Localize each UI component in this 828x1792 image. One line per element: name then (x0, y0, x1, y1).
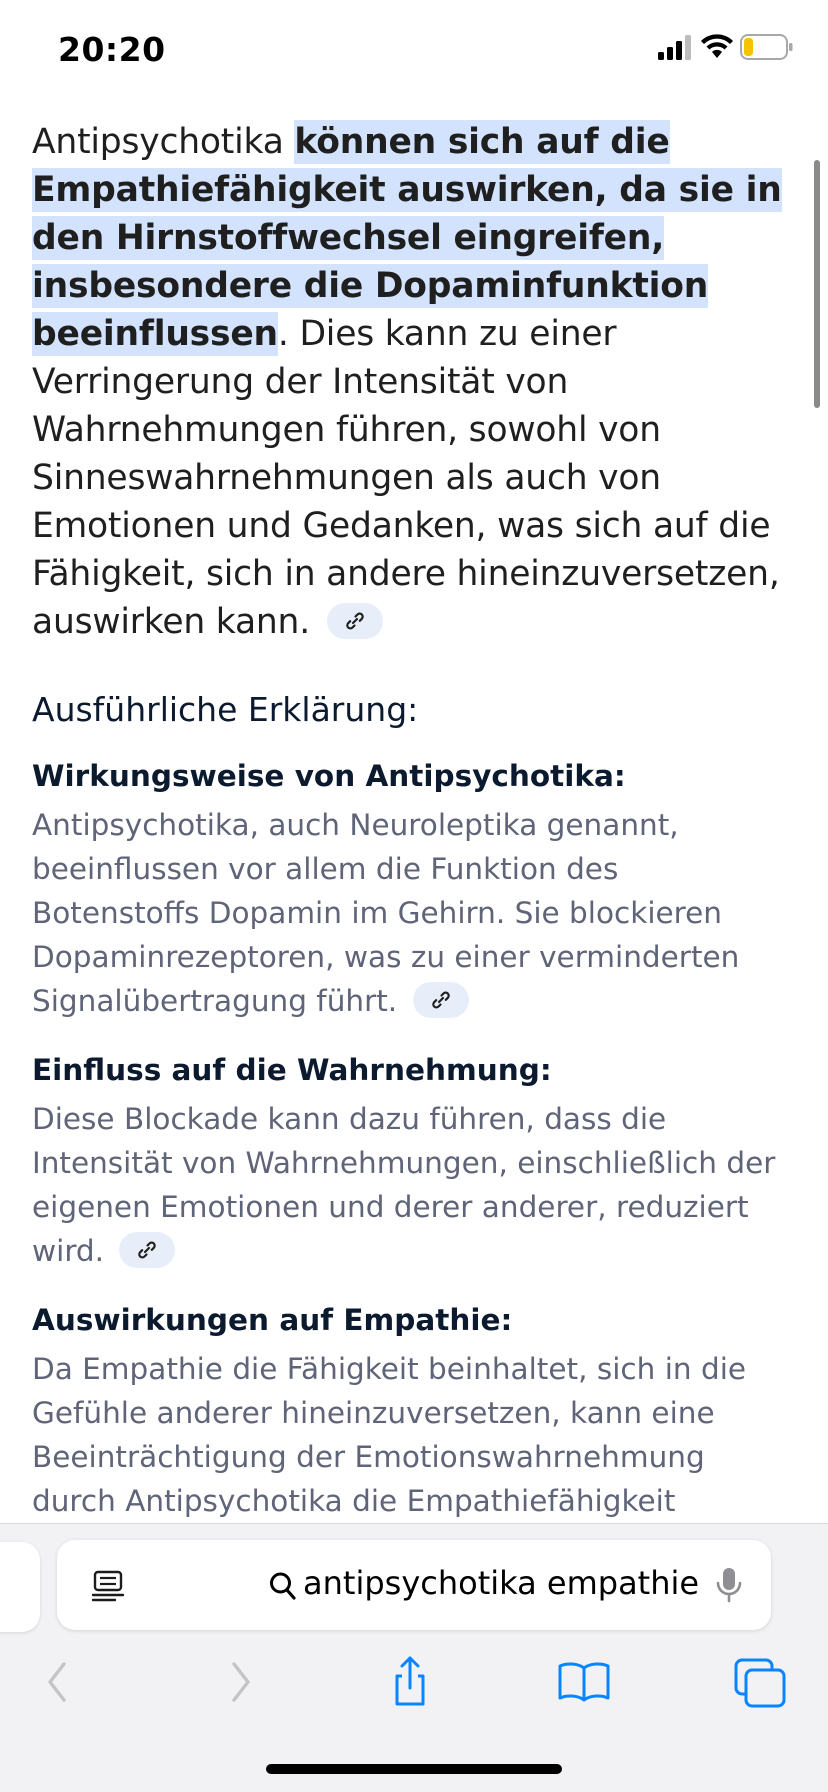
section-body (32, 1097, 792, 1273)
previous-tab-card[interactable] (0, 1542, 40, 1632)
wifi-icon (700, 32, 734, 60)
forward-icon (208, 1652, 268, 1712)
section-body-text: Antipsychotika, auch Neuroleptika genannt, beeinflussen vor allem die Funktion des Botenstoffs Dopamin im Gehirn. Sie blockieren Dopaminrezeptoren, was zu einer verminderten Signalübertragung führt. (32, 808, 740, 1018)
bookmarks-button[interactable] (554, 1652, 614, 1712)
tabs-button[interactable] (730, 1652, 790, 1712)
section-title: Einfluss auf die Wahrnehmung: (32, 1053, 552, 1087)
article-content (32, 118, 792, 1523)
lead-text-end: . Dies kann zu einer Verringerung der Intensität von Wahrnehmungen führen, sowohl von Sinneswahrnehmungen als auch von Emotionen und Gedanken, was sich auf die Fähigkeit, sich in andere hineinzuversetzen, auswirken kann. (32, 314, 780, 642)
section-body (32, 803, 792, 1023)
source-link-chip[interactable] (413, 982, 469, 1018)
source-link-chip[interactable] (327, 603, 383, 639)
address-bar[interactable] (57, 1540, 771, 1630)
section-heading: Ausführliche Erklärung: (32, 690, 419, 729)
source-link-chip[interactable] (119, 1232, 175, 1268)
link-icon (431, 991, 451, 1009)
section-perception (32, 1053, 792, 1273)
bookmarks-icon (554, 1652, 614, 1712)
home-indicator[interactable] (266, 1764, 562, 1774)
tabs-icon (730, 1652, 790, 1712)
section-body-text: Diese Blockade kann dazu führen, dass die Intensität von Wahrnehmungen, einschließlich der eigenen Emotionen und derer anderer, reduziert wird. (32, 1102, 776, 1268)
section-mechanism (32, 759, 792, 1023)
page-menu-icon[interactable] (91, 1569, 125, 1603)
share-icon (380, 1652, 440, 1712)
section-body-text: Da Empathie die Fähigkeit beinhaltet, sich in die Gefühle anderer hineinzuversetzen, kann eine Beeinträchtigung der Emotionswahrnehmung durch Antipsychotika die Empathiefähigkeit (32, 1352, 747, 1518)
search-query-text[interactable]: antipsychotika empathie (303, 1564, 700, 1602)
cellular-signal-icon (658, 34, 694, 60)
status-bar (0, 0, 828, 100)
browser-bottom-bar (0, 1523, 828, 1792)
scrollbar[interactable] (814, 160, 820, 408)
battery-low-icon (740, 34, 794, 60)
microphone-icon[interactable] (715, 1566, 743, 1604)
back-icon (30, 1652, 90, 1712)
article-lead (32, 118, 792, 646)
section-title: Auswirkungen auf Empathie: (32, 1303, 513, 1337)
section-title: Wirkungsweise von Antipsychotika: (32, 759, 626, 793)
back-button[interactable] (30, 1652, 90, 1712)
browser-toolbar (0, 1652, 828, 1742)
forward-button[interactable] (208, 1652, 268, 1712)
lead-text-start: Antipsychotika (32, 122, 295, 162)
link-icon (137, 1241, 157, 1259)
share-button[interactable] (380, 1652, 440, 1712)
link-icon (345, 612, 365, 630)
search-icon (269, 1571, 297, 1601)
status-time: 20:20 (58, 30, 166, 69)
lead-highlight: können sich auf die Empathiefähigkeit auswirken, da sie in den Hirnstoffwechsel eingreifen, insbesondere die Dopaminfunktion beeinflussen (32, 122, 782, 354)
